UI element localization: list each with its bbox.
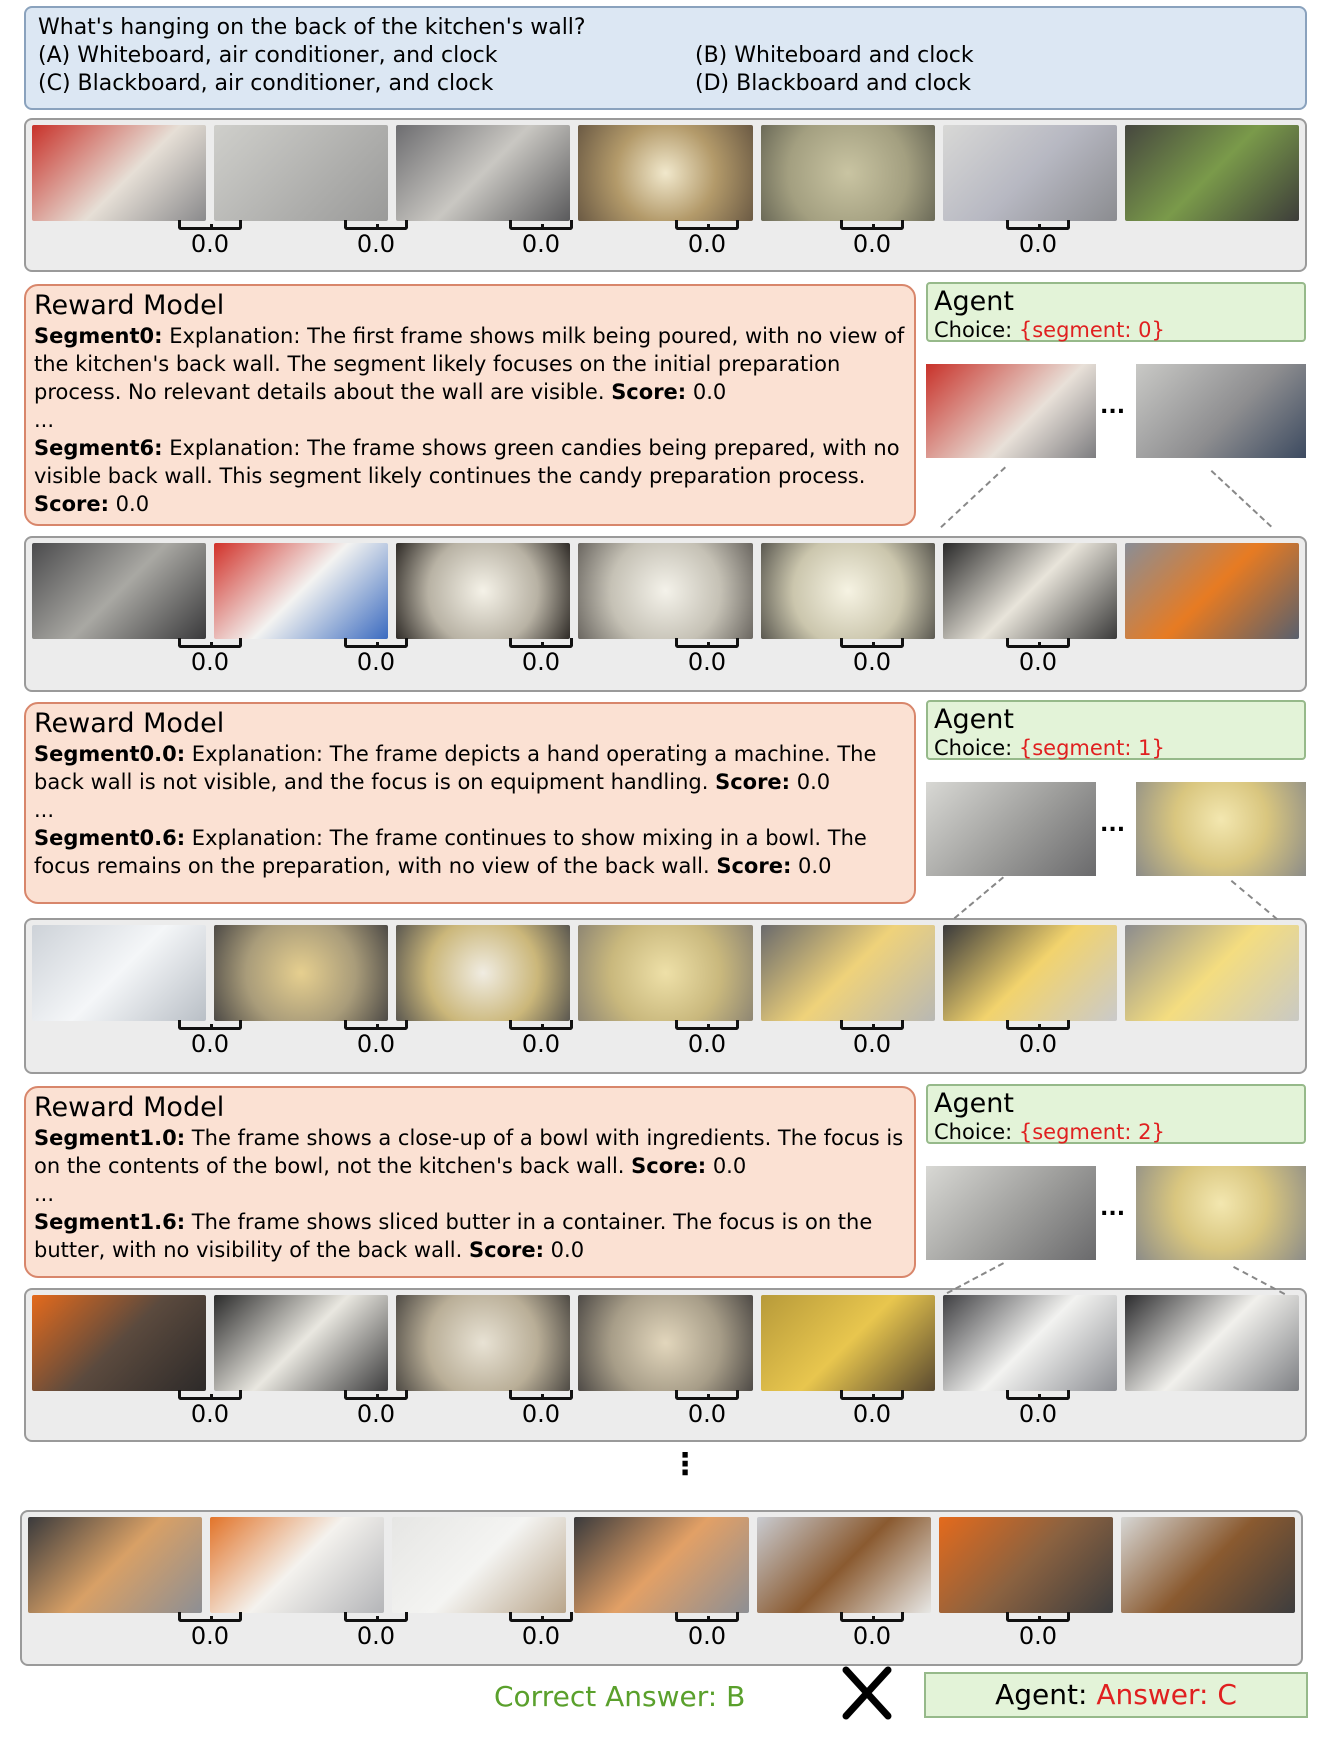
video-frame [1125,1295,1299,1391]
brace-icon [840,1612,904,1622]
reward-entry: Segment1.0: The frame shows a close-up of a bowl with ingredients. The focus is on the contents of the bowl, not the kitchen's back wall. Score: 0.0 [34,1126,904,1178]
reward-entry: Segment0: Explanation: The first frame shows milk being poured, with no view of the kitchen's back wall. The segment likely focuses on the initial preparation process. No relevant details about the wall are visible. Score: 0.0 [34,324,905,404]
agent-box-2 [926,700,1306,760]
frame-strip-segment-2 [24,1288,1307,1442]
video-frame [1125,125,1299,221]
brace-icon [1006,220,1070,230]
score-value: 0.0 [687,1622,727,1650]
video-frame [32,125,206,221]
reward-model-box-2 [24,702,916,904]
agent-thumb-ellipsis: ... [1100,394,1126,419]
score-value: 0.0 [190,1030,230,1058]
zoom-connector [1231,880,1278,920]
score-value: 0.0 [687,648,727,676]
zoom-connector [1211,470,1272,527]
question-box [24,6,1307,110]
agent-box-1 [926,282,1306,342]
score-value: 0.0 [852,1400,892,1428]
score-value: 0.0 [521,1400,561,1428]
video-frame [396,125,570,221]
video-frame [210,1517,384,1613]
brace-icon [344,1612,408,1622]
score-value: 0.0 [356,1400,396,1428]
brace-icon [675,220,739,230]
agent-title: Agent [934,1088,1014,1119]
reward-ellipsis: ... [34,408,55,432]
video-frame [214,543,388,639]
video-frame [396,543,570,639]
score-value: 0.0 [521,648,561,676]
agent-thumb-2a [926,782,1096,876]
video-frame [757,1517,931,1613]
agent-thumb-ellipsis: ... [1100,1196,1126,1221]
score-value: 0.0 [356,1030,396,1058]
agent-final-answer: Agent: Answer: C [924,1672,1308,1718]
reward-entry: Segment6: Explanation: The frame shows green candies being prepared, with no visible back wall. This segment likely continues the candy preparation process. Score: 0.0 [34,436,900,516]
brace-icon [1006,1612,1070,1622]
agent-thumb-3a [926,1166,1096,1260]
reward-entry: Segment1.6: The frame shows sliced butter in a container. The focus is on the butter, with no visibility of the back wall. Score: 0.0 [34,1210,873,1262]
reward-entry: Segment0.6: Explanation: The frame continues to show mixing in a bowl. The focus remains on the preparation, with no view of the back wall. Score: 0.0 [34,826,867,878]
video-frame [578,125,752,221]
video-frames [32,543,1299,639]
video-frame [943,543,1117,639]
brace-icon [675,1390,739,1400]
score-value: 0.0 [190,230,230,258]
brace-icon [344,1020,408,1030]
reward-ellipsis: ... [34,1182,55,1206]
brace-icon [344,1390,408,1400]
agent-choice: Choice: {segment: 1} [934,736,1165,760]
score-value: 0.0 [852,1622,892,1650]
agent-choice: Choice: {segment: 2} [934,1120,1165,1144]
brace-icon [1006,638,1070,648]
video-frame [761,125,935,221]
agent-title: Agent [934,286,1014,317]
reward-model-box-3 [24,1086,916,1278]
reward-model-title: Reward Model [34,290,225,321]
option-d: (D) Blackboard and clock [695,71,972,96]
score-value: 0.0 [852,648,892,676]
video-frame [32,925,206,1021]
video-frame [943,925,1117,1021]
agent-choice: Choice: {segment: 0} [934,318,1165,342]
video-frame [32,1295,206,1391]
video-frame [1125,543,1299,639]
video-frame [761,543,935,639]
score-value: 0.0 [356,1622,396,1650]
brace-icon [178,1020,242,1030]
score-value: 0.0 [852,1030,892,1058]
score-value: 0.0 [687,230,727,258]
video-frame [396,925,570,1021]
brace-icon [178,1612,242,1622]
video-frame [396,1295,570,1391]
agent-box-3 [926,1084,1306,1144]
brace-icon [840,638,904,648]
score-value: 0.0 [1018,648,1058,676]
video-frame [1121,1517,1295,1613]
brace-icon [344,220,408,230]
frame-strip-segment-1 [24,918,1307,1074]
agent-thumb-1b [1136,364,1306,458]
video-frame [214,1295,388,1391]
reward-model-title: Reward Model [34,708,225,739]
video-frame [28,1517,202,1613]
agent-thumb-1a [926,364,1096,458]
brace-icon [509,638,573,648]
score-value: 0.0 [190,1400,230,1428]
brace-icon [675,1612,739,1622]
agent-thumb-3b [1136,1166,1306,1260]
agent-thumb-2b [1136,782,1306,876]
video-frame [214,125,388,221]
reward-model-title: Reward Model [34,1092,225,1123]
frame-strip-top-level [24,118,1307,272]
score-value: 0.0 [190,1622,230,1650]
wrong-cross-icon [842,1666,892,1720]
score-value: 0.0 [1018,1400,1058,1428]
video-frame [578,925,752,1021]
video-frame [761,925,935,1021]
video-frame [392,1517,566,1613]
agent-thumb-ellipsis: ... [1100,812,1126,837]
brace-icon [1006,1020,1070,1030]
video-frame [1125,925,1299,1021]
video-frame [943,125,1117,221]
reward-model-box-1 [24,284,916,526]
video-frames [32,925,1299,1021]
question-text: What's hanging on the back of the kitchen's wall? [38,15,586,40]
brace-icon [840,1390,904,1400]
score-value: 0.0 [687,1030,727,1058]
score-value: 0.0 [356,230,396,258]
video-frame [761,1295,935,1391]
video-frames [32,1295,1299,1391]
brace-icon [509,1390,573,1400]
video-frame [578,543,752,639]
brace-icon [178,638,242,648]
score-value: 0.0 [190,648,230,676]
frame-strip-segment-0 [24,536,1307,692]
option-c: (C) Blackboard, air conditioner, and clock [38,71,494,96]
frame-strip-final [20,1510,1303,1666]
brace-icon [840,1020,904,1030]
zoom-connector [954,876,1004,919]
video-frame [214,925,388,1021]
brace-icon [509,1612,573,1622]
brace-icon [178,220,242,230]
reward-ellipsis: ... [34,798,55,822]
option-b: (B) Whiteboard and clock [695,43,974,68]
video-frames [28,1517,1295,1613]
vertical-ellipsis: ⋮ [670,1447,700,1482]
brace-icon [344,638,408,648]
zoom-connector [940,467,1006,528]
score-value: 0.0 [1018,230,1058,258]
score-value: 0.0 [852,230,892,258]
score-value: 0.0 [356,648,396,676]
video-frame [32,543,206,639]
video-frame [578,1295,752,1391]
option-a: (A) Whiteboard, air conditioner, and clock [38,43,498,68]
score-value: 0.0 [521,1030,561,1058]
score-value: 0.0 [521,1622,561,1650]
reward-entry: Segment0.0: Explanation: The frame depicts a hand operating a machine. The back wall is not visible, and the focus is on equipment handling. Score: 0.0 [34,742,877,794]
score-value: 0.0 [521,230,561,258]
agent-title: Agent [934,704,1014,735]
brace-icon [1006,1390,1070,1400]
video-frame [943,1295,1117,1391]
brace-icon [675,1020,739,1030]
video-frame [939,1517,1113,1613]
brace-icon [675,638,739,648]
brace-icon [509,1020,573,1030]
video-frame [574,1517,748,1613]
score-value: 0.0 [1018,1030,1058,1058]
score-value: 0.0 [687,1400,727,1428]
brace-icon [178,1390,242,1400]
brace-icon [840,220,904,230]
correct-answer: Correct Answer: B [494,1680,746,1713]
score-value: 0.0 [1018,1622,1058,1650]
video-frames [32,125,1299,221]
brace-icon [509,220,573,230]
answer-options [38,42,1293,98]
